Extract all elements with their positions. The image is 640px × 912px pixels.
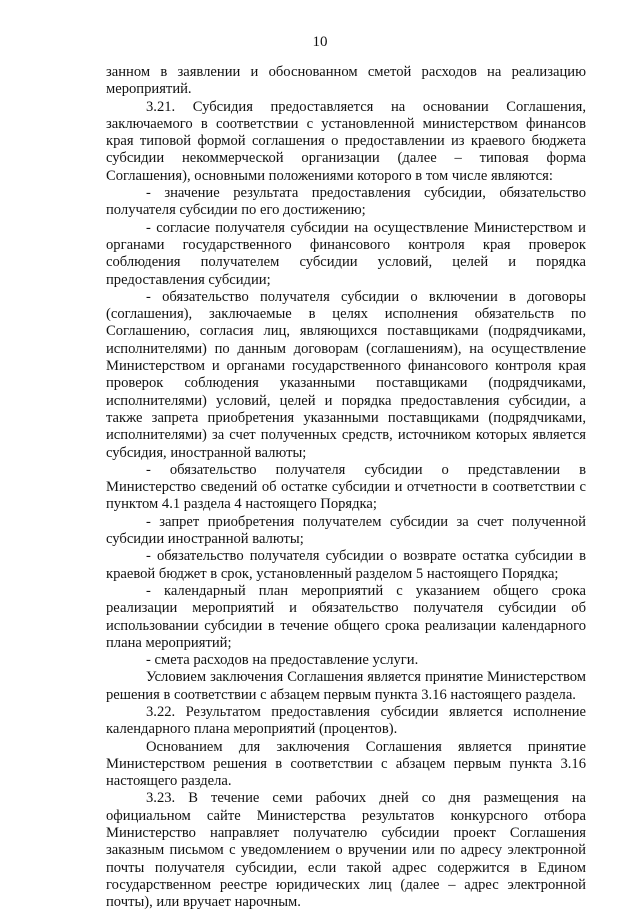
- paragraph-agreement-condition: Условием заключения Соглашения является принятие Министерством решения в соответствии с абзацем первым пункта 3.16 настоящего раздела.: [106, 669, 586, 703]
- paragraph-3-21: 3.21. Субсидия предоставляется на основании Соглашения, заключаемого в соответствии с установленной министерством финансов края типовой формой соглашения о предоставлении из краевого бюджета субсидии некоммерческой организации (далее – типовая форма Соглашения), основными положениями которого в том числе являются:: [106, 98, 586, 184]
- paragraph-3-23: 3.23. В течение семи рабочих дней со дня размещения на официальном сайте Министерства результатов конкурсного отбора Министерство направляет получателю субсидии проект Соглашения заказным письмом с уведомлением о вручении или по адресу электронной почты получателя субсидии, если такой адрес содержится в Едином государственном реестре юридических лиц (далее – адрес электронной почты), или вручает нарочным.: [106, 790, 586, 911]
- paragraph-3-22: 3.22. Результатом предоставления субсидии является исполнение календарного плана мероприятий (процентов).: [106, 703, 586, 738]
- list-item-currency-ban: - запрет приобретения получателем субсидии за счет полученной субсидии иностранной валюты;: [106, 513, 586, 548]
- list-item-cost-estimate: - смета расходов на предоставление услуги.: [146, 652, 419, 669]
- document-body: [106, 64, 586, 912]
- paragraph-continuation: занном в заявлении и обоснованном сметой расходов на реализацию мероприятий.: [106, 64, 586, 98]
- list-item-result-value: - значение результата предоставления субсидии, обязательство получателя субсидии по его достижению;: [106, 185, 586, 219]
- page-number: 10: [312, 34, 328, 50]
- list-item-calendar-plan: - календарный план мероприятий с указанием общего срока реализации мероприятий и обязательство получателя субсидии об использовании субсидии в течение общего срока реализации календарного плана мероприятий;: [106, 582, 586, 651]
- paragraph-agreement-basis: Основанием для заключения Соглашения является принятие Министерством решения в соответствии с абзацем первым пункта 3.16 настоящего раздела.: [106, 738, 586, 790]
- list-item-consent-inspections: - согласие получателя субсидии на осуществление Министерством и органами государственного финансового контроля края проверок соблюдения получателем субсидии условий, целей и порядка предоставления субсидии;: [106, 219, 586, 288]
- list-item-contract-obligation: - обязательство получателя субсидии о включении в договоры (соглашения), заключаемые в целях исполнения обязательств по Соглашению, согласия лиц, являющихся поставщиками (подрядчиками, исполнителями) по данным договорам (соглашениям), на осуществление Министерством и органами государственного финансового контроля края проверок соблюдения указанными поставщиками (подрядчиками, исполнителями) условий, целей и порядка предоставления субсидии, а также запрета приобретения указанными поставщиками (подрядчиками, исполнителями) за счет полученных средств, источником которых является субсидия, иностранной валюты;: [106, 288, 586, 461]
- list-item-return-obligation: - обязательство получателя субсидии о возврате остатка субсидии в краевой бюджет в срок, установленный разделом 5 настоящего Порядка;: [106, 548, 586, 582]
- list-item-reporting-obligation: - обязательство получателя субсидии о представлении в Министерство сведений об остатке субсидии и отчетности в соответствии с пунктом 4.1 раздела 4 настоящего Порядка;: [106, 461, 586, 513]
